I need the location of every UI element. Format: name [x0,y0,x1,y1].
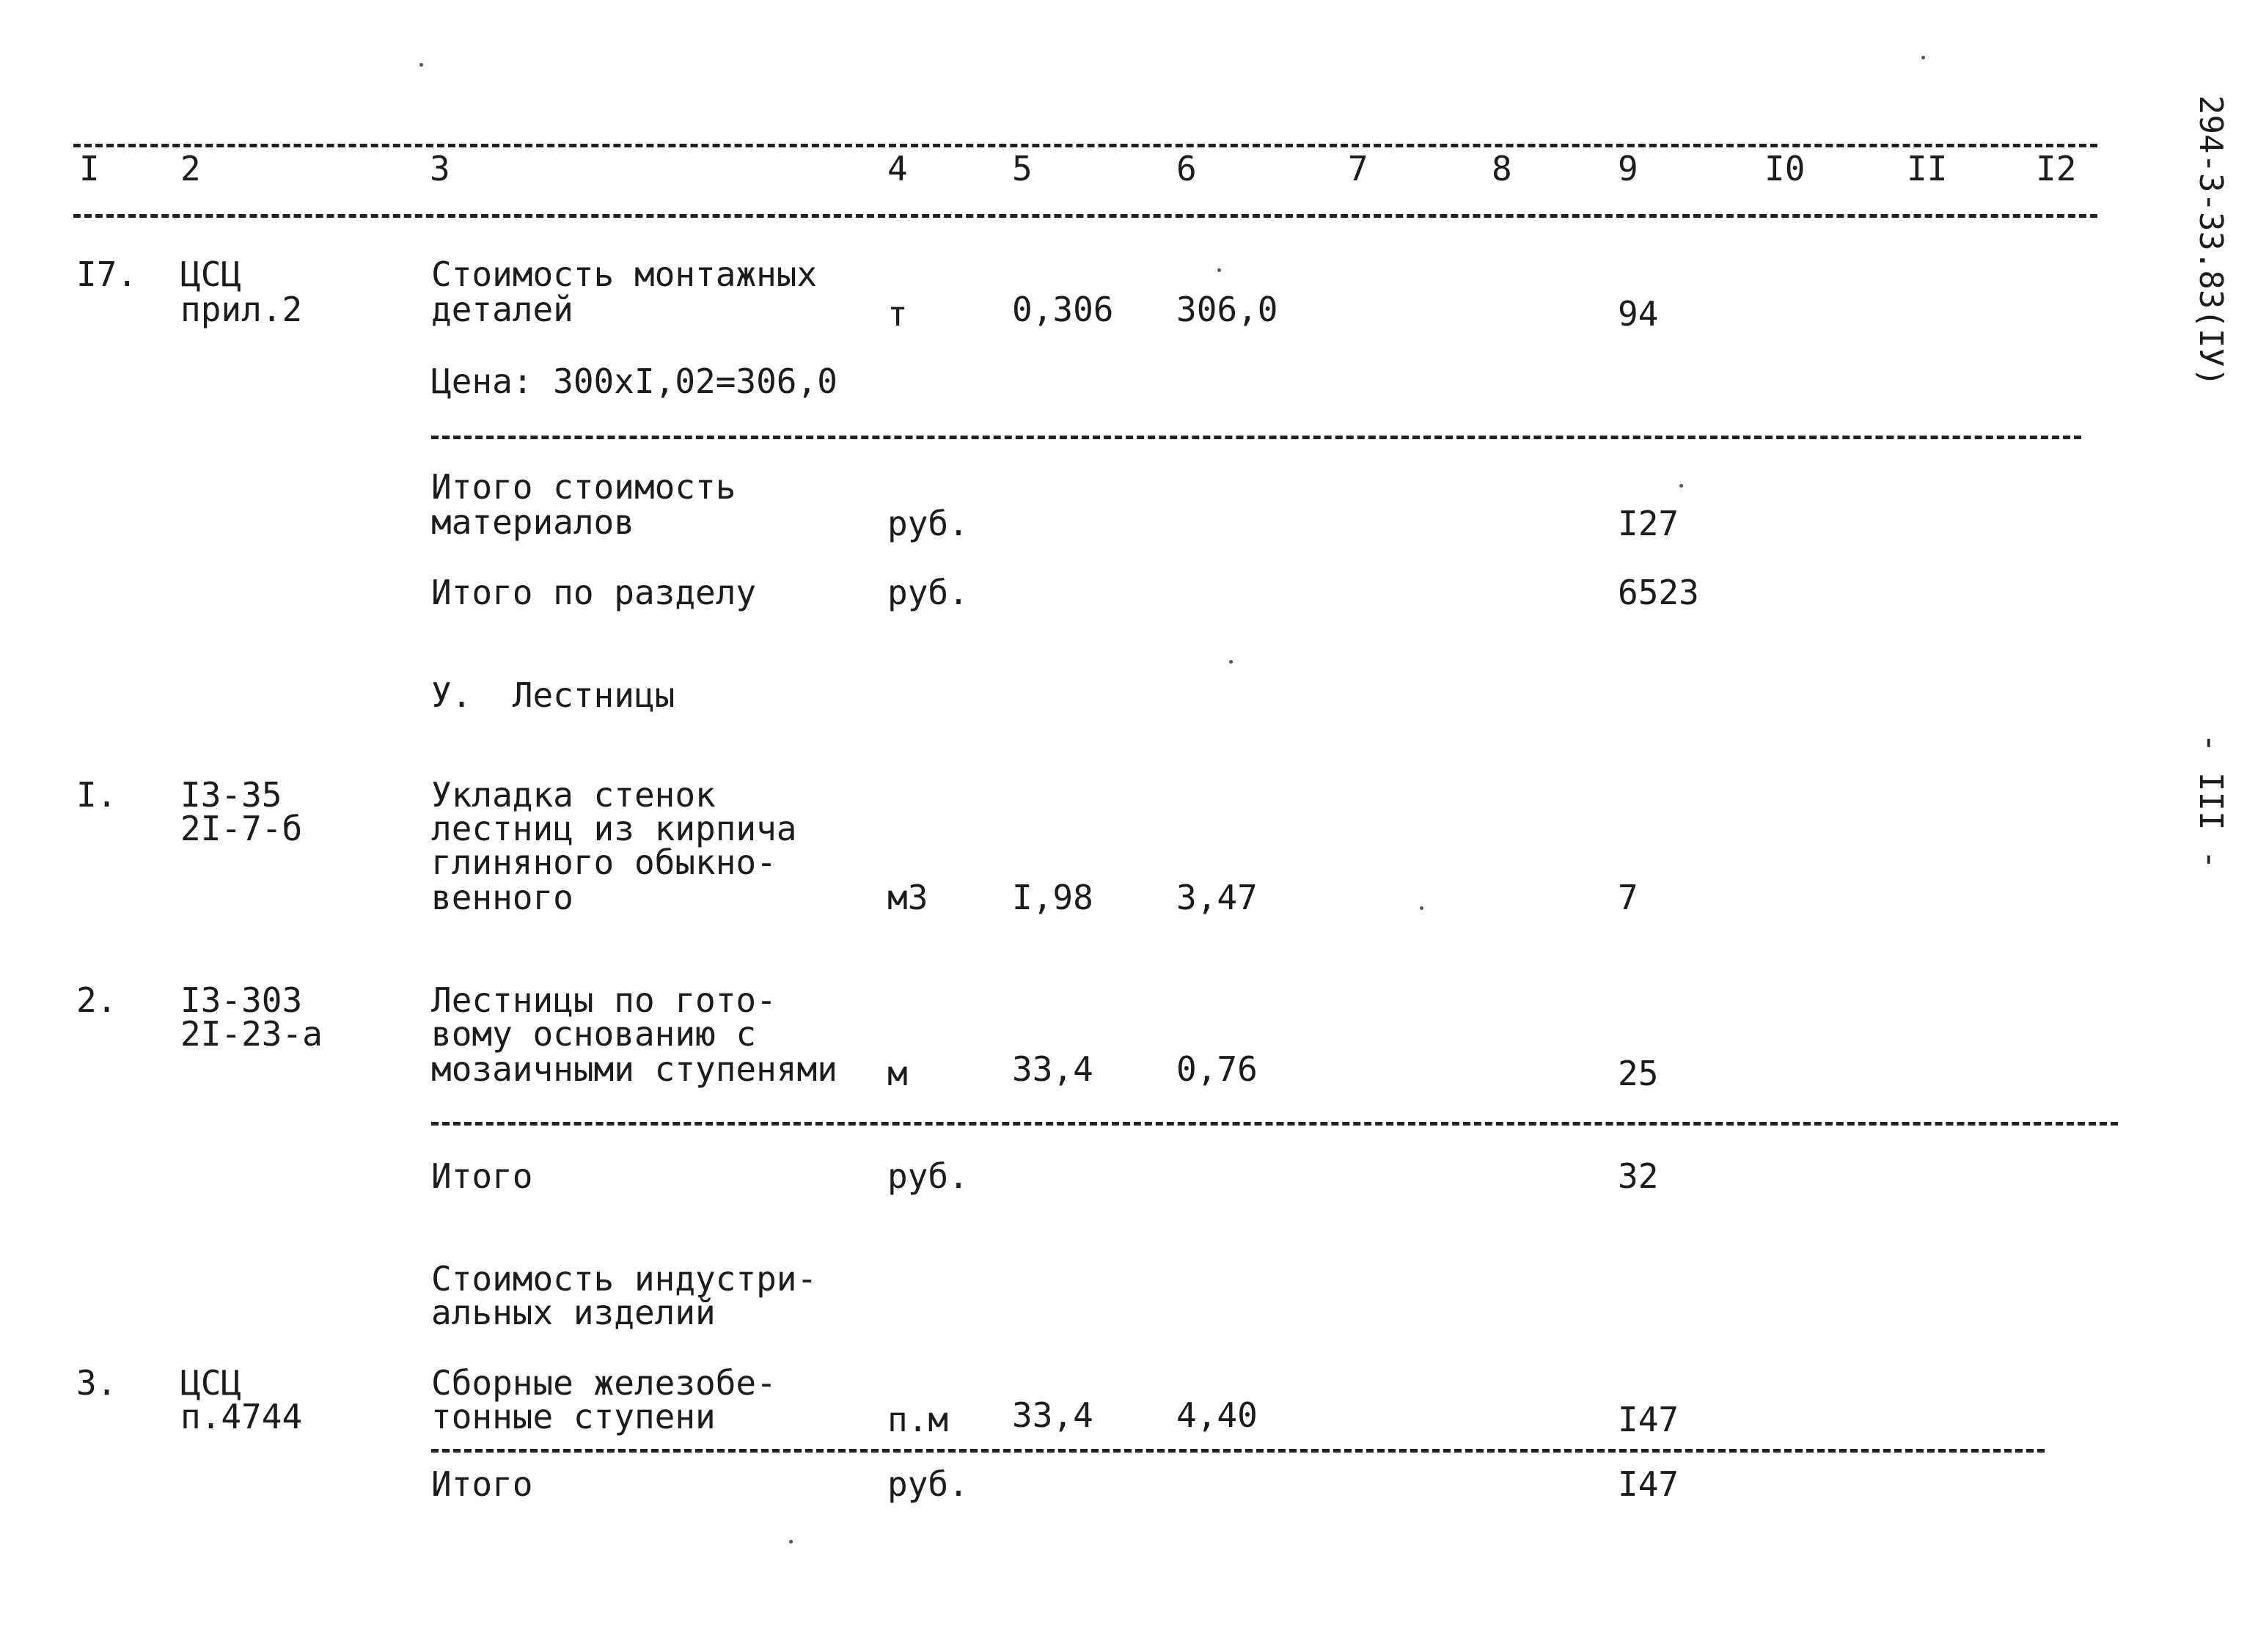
scan-speck [1229,660,1233,664]
row-unit-price: 4,40 [1176,1395,1258,1435]
row-total: 7 [1618,878,1638,917]
subtotal-rule-3 [431,1449,2045,1453]
row-unit: м [887,1054,908,1093]
row-total: I47 [1618,1400,1679,1439]
row-quantity: I,98 [1012,878,1093,917]
subtotal-label-2: материалов [431,502,634,542]
row-description-4: венного [431,878,573,917]
row-number: 2. [76,980,117,1020]
row-reference-2: п.4744 [180,1397,303,1436]
row-description-2: вому основанию с [431,1014,757,1054]
row-reference-2: 2I-23-а [180,1014,323,1054]
col-8: 8 [1492,149,1512,188]
row-unit-price: 3,47 [1176,878,1258,917]
row-total: 94 [1618,294,1659,334]
row-number: I. [76,775,117,815]
row-reference-1: I3-303 [180,980,303,1020]
scan-speck [1921,56,1925,59]
col-6: 6 [1176,149,1197,188]
row-description-1: Укладка стенок [431,775,716,815]
row-description-2: тонные ступени [431,1397,716,1436]
subtotal-value: I27 [1618,504,1679,543]
row-description-2: деталей [431,290,573,329]
col-4: 4 [887,149,908,188]
row-unit: п.м [887,1400,949,1439]
row-unit-price: 0,76 [1176,1049,1258,1089]
row-description-3: мозаичными ступенями [431,1049,837,1089]
row-price-note: Цена: 300хI,02=306,0 [431,361,837,401]
row-description-1: Сборные железобе- [431,1363,777,1403]
col-12: I2 [2036,149,2077,188]
row-unit: м3 [887,878,928,917]
header-top-rule [73,144,2097,147]
subtotal-rule-2 [431,1122,2118,1126]
scan-speck [1217,268,1221,272]
row-reference-2: 2I-7-б [180,809,303,848]
subtotal-value: I47 [1618,1464,1679,1504]
row-reference-2: прил.2 [180,290,303,329]
subtotal-label: Итого по разделу [431,573,757,612]
subtotal-rule-1 [431,436,2081,439]
col-1: I [79,149,100,188]
col-2: 2 [180,149,201,188]
row-description-3: глиняного обыкно- [431,842,777,882]
row-unit-price: 306,0 [1176,290,1278,329]
col-9: 9 [1618,149,1638,188]
row-reference-1: ЦСЦ [180,1363,242,1403]
subtotal-label: Итого [431,1464,533,1504]
row-reference-1: I3-35 [180,775,282,815]
header-bottom-rule [73,214,2097,218]
subtotal-unit: руб. [887,504,969,543]
row-quantity: 33,4 [1012,1049,1093,1089]
row-quantity: 33,4 [1012,1395,1093,1435]
col-10: I0 [1764,149,1806,188]
col-11: II [1907,149,1948,188]
scan-speck [419,63,423,67]
row-description-1: Стоимость монтажных [431,254,818,294]
row-total: 25 [1618,1054,1659,1093]
scan-speck [1679,484,1683,488]
page-number: - III - [2192,733,2229,870]
row-reference-1: ЦСЦ [180,254,242,294]
section-heading: У. Лестницы [431,675,675,715]
subtotal-label-1: Итого стоимость [431,467,736,507]
document-code: 294-3-33.83(IУ) [2192,95,2229,387]
row-description-2: лестниц из кирпича [431,809,797,848]
row-unit: т [887,294,908,334]
row-number: I7. [76,254,138,294]
subtotal-unit: руб. [887,1156,969,1196]
subheading-line-2: альных изделий [431,1293,716,1332]
subtotal-value: 32 [1618,1156,1659,1196]
subtotal-unit: руб. [887,1464,969,1504]
scan-speck [789,1540,793,1543]
col-3: 3 [430,149,450,188]
row-number: 3. [76,1363,117,1403]
col-5: 5 [1012,149,1033,188]
row-description-1: Лестницы по гото- [431,980,777,1020]
subtotal-value: 6523 [1618,573,1699,612]
col-7: 7 [1348,149,1368,188]
scan-speck [1420,906,1423,910]
row-quantity: 0,306 [1012,290,1114,329]
subtotal-unit: руб. [887,573,969,612]
subheading-line-1: Стоимость индустри- [431,1259,818,1299]
subtotal-label: Итого [431,1156,533,1196]
